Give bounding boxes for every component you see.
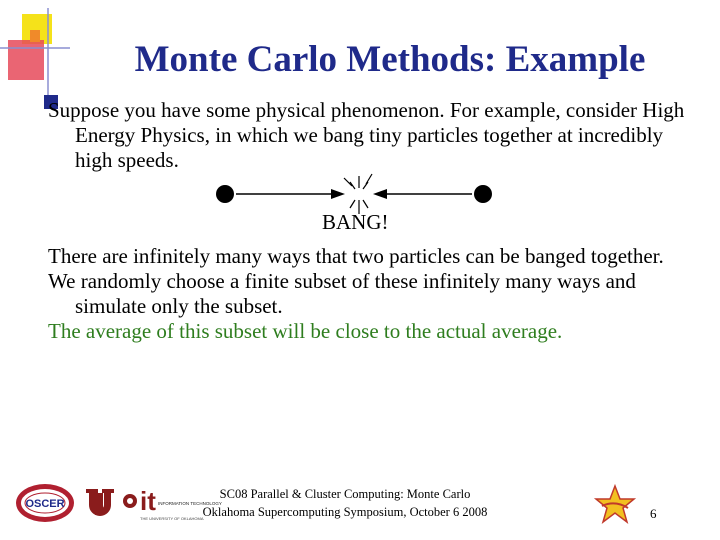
right-particle bbox=[474, 185, 492, 203]
symposium-star-logo bbox=[594, 484, 636, 524]
paragraph-phenomenon: Suppose you have some physical phenomenon. For example, consider High Energy Physics, in which we bang tiny particles together at incredibly high speeds. bbox=[48, 98, 685, 172]
footer-line-2: Oklahoma Supercomputing Symposium, October 6 2008 bbox=[202, 505, 488, 519]
slide-body-bottom bbox=[48, 244, 688, 344]
svg-text:THE UNIVERSITY OF OKLAHOMA: THE UNIVERSITY OF OKLAHOMA bbox=[140, 516, 204, 521]
bang-label: BANG! bbox=[322, 210, 389, 234]
paragraph-infinite-ways: There are infinitely many ways that two particles can be banged together. bbox=[48, 244, 664, 268]
bang-burst bbox=[344, 174, 372, 214]
page-number: 6 bbox=[650, 506, 657, 521]
footer-line-1: SC08 Parallel & Cluster Computing: Monte Carlo bbox=[219, 487, 471, 501]
oscer-logo bbox=[14, 482, 76, 524]
slide-title: Monte Carlo Methods: Example bbox=[134, 39, 646, 80]
svg-text:OSCER: OSCER bbox=[25, 498, 65, 510]
svg-text:INFORMATION TECHNOLOGY: INFORMATION TECHNOLOGY bbox=[158, 501, 222, 506]
footer-caption bbox=[185, 485, 505, 521]
paragraph-random-subset: We randomly choose a finite subset of these infinitely many ways and simulate only the subset. bbox=[48, 269, 636, 318]
svg-text:it: it bbox=[140, 486, 156, 516]
left-particle bbox=[216, 185, 234, 203]
paragraph-average: The average of this subset will be close to the actual average. bbox=[48, 319, 563, 343]
slide-body-top bbox=[48, 98, 688, 173]
ou-logo bbox=[82, 483, 116, 525]
